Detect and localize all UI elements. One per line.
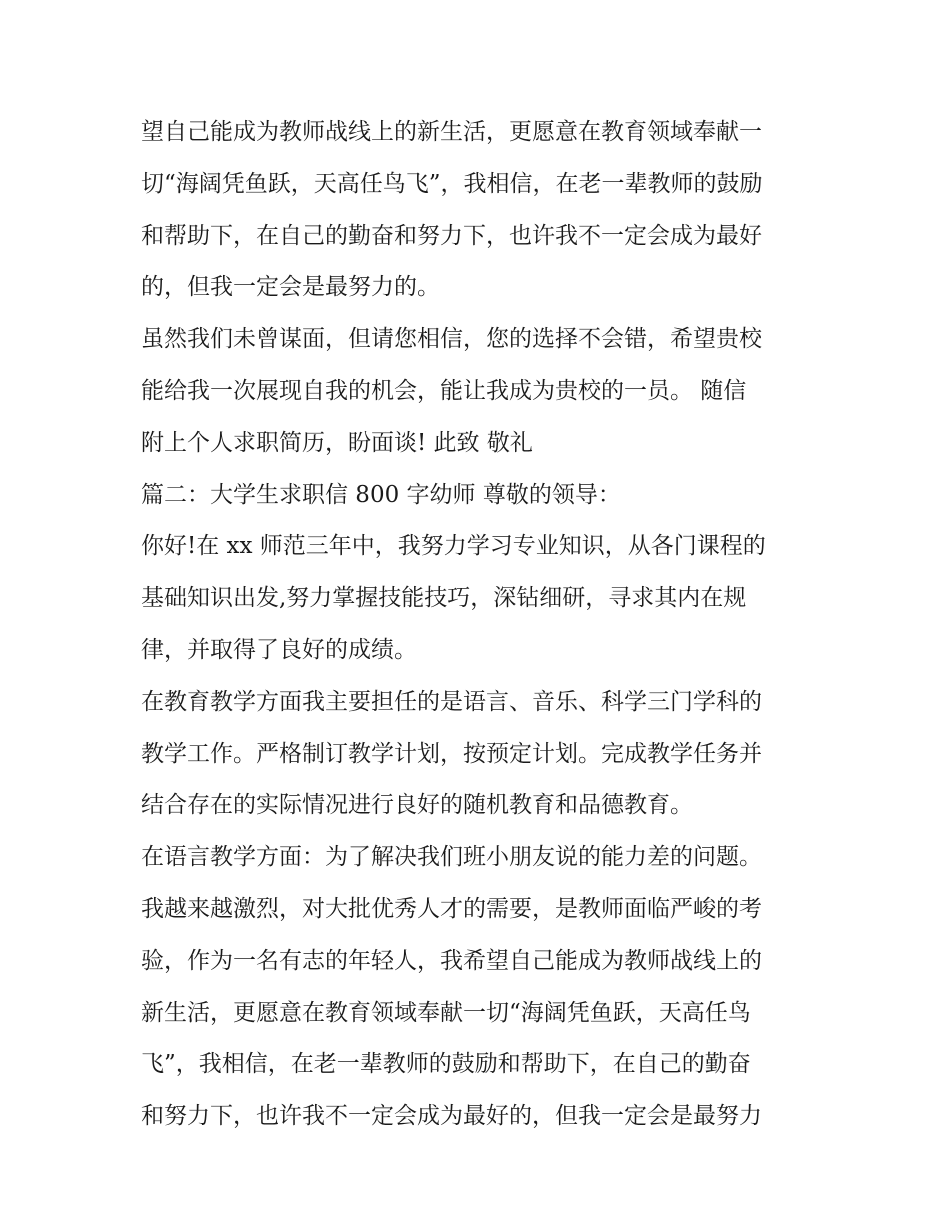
text-line: 的，但我一定会是最努力的。 <box>141 274 440 301</box>
text-line: 和努力下，也许我不一定会成为最好的，但我一定会是最努力 <box>141 1103 762 1130</box>
text-line: 我越来越激烈，对大批优秀人才的需要，是教师面临严峻的考 <box>141 895 762 922</box>
text-line: 虽然我们未曾谋面，但请您相信，您的选择不会错，希望贵校 <box>141 326 762 353</box>
section-heading: 篇二：大学生求职信 800 字幼师 尊敬的领导： <box>141 481 621 508</box>
text-line: 飞”，我相信，在老一辈教师的鼓励和帮助下，在自己的勤奋 <box>141 1051 751 1078</box>
text-line: 和帮助下，在自己的勤奋和努力下，也许我不一定会成为最好 <box>141 222 762 249</box>
text-line: 在语言教学方面：为了解决我们班小朋友说的能力差的问题。 <box>141 844 762 871</box>
text-line: 切“海阔凭鱼跃，天高任鸟飞”，我相信，在老一辈教师的鼓励 <box>141 170 763 197</box>
text-line: 验，作为一名有志的年轻人，我希望自己能成为教师战线上的 <box>141 947 762 974</box>
text-line: 在教育教学方面我主要担任的是语言、音乐、科学三门学科的 <box>141 688 762 715</box>
text-line: 基础知识出发,努力掌握技能技巧，深钻细研，寻求其内在规 <box>141 585 747 612</box>
text-line: 附上个人求职简历，盼面谈! 此致 敬礼 <box>141 429 533 456</box>
text-line: 结合存在的实际情况进行良好的随机教育和品德教育。 <box>141 792 693 819</box>
body-text <box>141 107 821 1143</box>
text-line: 你好!在 xx 师范三年中，我努力学习专业知识，从各门课程的 <box>141 533 766 560</box>
text-line: 新生活，更愿意在教育领域奉献一切“海阔凭鱼跃，天高任鸟 <box>141 999 751 1026</box>
text-line: 能给我一次展现自我的机会，能让我成为贵校的一员。 随信 <box>141 377 747 404</box>
text-line: 律，并取得了良好的成绩。 <box>141 636 417 663</box>
text-line: 教学工作。严格制订教学计划，按预定计划。完成教学任务并 <box>141 740 762 767</box>
text-line: 望自己能成为教师战线上的新生活，更愿意在教育领域奉献一 <box>141 119 762 145</box>
